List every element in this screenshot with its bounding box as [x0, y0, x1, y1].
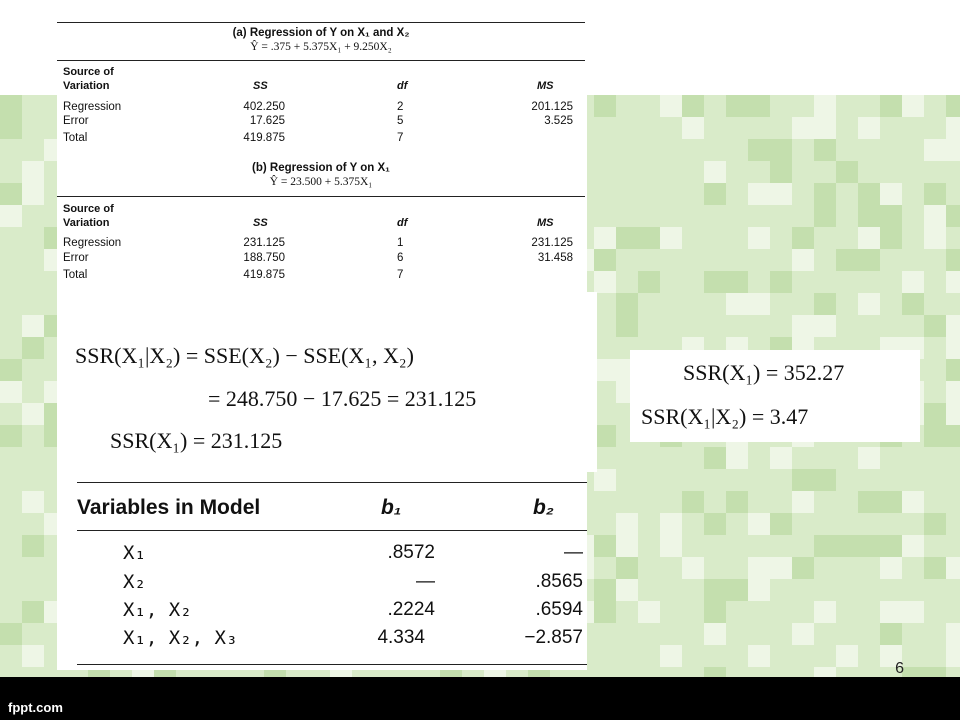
background-tile	[946, 645, 960, 667]
background-tile	[836, 139, 858, 161]
coef-row-b2: .6594	[535, 599, 583, 620]
background-tile	[902, 645, 924, 667]
background-tile	[770, 139, 792, 161]
background-tile	[0, 293, 22, 315]
background-tile	[660, 227, 682, 249]
panel-a-row-source: Total	[63, 132, 88, 144]
coef-row-b1: .8572	[387, 542, 435, 563]
background-tile	[726, 271, 748, 293]
background-tile	[748, 139, 770, 161]
background-tile	[0, 95, 22, 117]
background-tile	[814, 271, 836, 293]
coef-header-b1: b₁	[381, 496, 402, 519]
background-tile	[726, 645, 748, 667]
panel-b-row-df: 7	[397, 269, 404, 281]
coef-row-b1: .2224	[387, 599, 435, 620]
background-tile	[770, 183, 792, 205]
background-tile	[594, 425, 616, 447]
background-tile	[946, 425, 960, 447]
panel-b-row-ss: 231.125	[243, 237, 285, 249]
background-tile	[748, 469, 770, 491]
background-tile	[946, 315, 960, 337]
background-tile	[836, 557, 858, 579]
panel-a-row-ss: 402.250	[243, 101, 285, 113]
background-tile	[946, 403, 960, 425]
coef-row-b2: .8565	[535, 571, 583, 592]
panel-b-header-variation: Variation	[63, 217, 110, 229]
background-tile	[748, 95, 770, 117]
background-tile	[880, 183, 902, 205]
panel-b-row-df: 6	[397, 252, 404, 264]
background-tile	[704, 161, 726, 183]
background-tile	[638, 469, 660, 491]
equation-ssr-x1-right: SSR(X₁) = 352.27	[683, 360, 845, 385]
background-tile	[814, 139, 836, 161]
panel-b-row-ss: 188.750	[243, 252, 285, 264]
background-tile	[902, 139, 924, 161]
background-tile	[704, 557, 726, 579]
background-tile	[836, 315, 858, 337]
footer-logo: fppt.com	[8, 700, 63, 715]
background-tile	[0, 183, 22, 205]
background-tile	[836, 535, 858, 557]
background-tile	[946, 337, 960, 359]
background-tile	[836, 161, 858, 183]
background-tile	[594, 95, 616, 117]
background-tile	[946, 667, 960, 677]
background-tile	[946, 249, 960, 271]
panel-a-row-ss: 17.625	[249, 115, 285, 127]
coef-header-model: Variables in Model	[77, 496, 261, 519]
background-tile	[660, 513, 682, 535]
background-tile	[946, 139, 960, 161]
background-tile	[814, 161, 836, 183]
background-tile	[770, 161, 792, 183]
background-tile	[858, 535, 880, 557]
rule-b-head	[57, 196, 585, 197]
background-tile	[814, 293, 836, 315]
background-tile	[682, 139, 704, 161]
background-tile	[924, 425, 946, 447]
background-tile	[704, 601, 726, 623]
background-tile	[0, 205, 22, 227]
panel-a-row-df: 2	[397, 101, 404, 113]
background-tile	[946, 623, 960, 645]
background-tile	[682, 117, 704, 139]
panel-a-header-source: Source of	[63, 66, 114, 78]
coef-row-model: X₁, X₂	[123, 599, 192, 621]
background-tile	[880, 557, 902, 579]
background-tile	[22, 447, 44, 469]
background-tile	[924, 227, 946, 249]
background-tile	[924, 205, 946, 227]
anova-tables	[57, 20, 587, 292]
equation-ssr-x1: SSR(X₁) = 231.125	[110, 428, 283, 453]
coef-row-model: X₁	[123, 542, 146, 564]
background-tile	[858, 491, 880, 513]
background-tile	[924, 667, 946, 677]
background-tile	[836, 601, 858, 623]
footer-bar	[0, 677, 960, 720]
background-tile	[924, 183, 946, 205]
background-tile	[946, 557, 960, 579]
background-tile	[616, 579, 638, 601]
background-tile	[748, 183, 770, 205]
background-tile	[594, 271, 616, 293]
background-tile	[770, 579, 792, 601]
background-tile	[726, 293, 748, 315]
background-tile	[814, 183, 836, 205]
background-tile	[0, 227, 22, 249]
background-tile	[880, 205, 902, 227]
background-tile	[880, 623, 902, 645]
background-tile	[638, 271, 660, 293]
background-tile	[660, 315, 682, 337]
background-tile	[682, 557, 704, 579]
background-tile	[22, 183, 44, 205]
background-tile	[814, 601, 836, 623]
background-tile	[792, 557, 814, 579]
panel-b-caption: (b) Regression of Y on X₁	[252, 162, 390, 174]
background-tile	[946, 117, 960, 139]
background-tile	[704, 667, 726, 677]
panel-a-header-variation: Variation	[63, 80, 110, 92]
background-tile	[814, 535, 836, 557]
background-tile	[770, 667, 792, 677]
background-tile	[726, 579, 748, 601]
panel-b-row-ms: 31.458	[537, 252, 573, 264]
coef-row-model: X₂	[123, 571, 146, 593]
background-tile	[594, 227, 616, 249]
background-tile	[836, 645, 858, 667]
background-tile	[616, 293, 638, 315]
background-tile	[814, 667, 836, 677]
background-tile	[880, 535, 902, 557]
background-tile	[902, 535, 924, 557]
background-tile	[594, 469, 616, 491]
background-tile	[924, 535, 946, 557]
background-tile	[682, 491, 704, 513]
background-tile	[726, 601, 748, 623]
background-tile	[924, 293, 946, 315]
panel-a-row-ms: 201.125	[531, 101, 573, 113]
background-tile	[594, 535, 616, 557]
background-tile	[616, 315, 638, 337]
coef-header-b2: b₂	[533, 496, 554, 519]
background-tile	[22, 161, 44, 183]
background-tile	[792, 469, 814, 491]
background-tile	[836, 249, 858, 271]
panel-a-row-ms: 3.525	[544, 115, 573, 127]
background-tile	[792, 227, 814, 249]
rule-a-head	[57, 60, 585, 61]
background-tile	[0, 359, 22, 381]
panel-b-header-ms: MS	[537, 217, 554, 229]
background-tile	[638, 513, 660, 535]
background-tile	[902, 271, 924, 293]
background-tile	[704, 183, 726, 205]
background-tile	[660, 645, 682, 667]
equation-ssr-conditional: SSR(X₁|X₂) = SSE(X₂) − SSE(X₁, X₂)	[75, 343, 414, 368]
background-tile	[704, 315, 726, 337]
background-tile	[22, 513, 44, 535]
panel-b-row-ss: 419.875	[243, 269, 285, 281]
background-tile	[638, 315, 660, 337]
background-tile	[0, 623, 22, 645]
background-tile	[748, 579, 770, 601]
panel-a-header-ss: SS	[253, 80, 268, 92]
panel-a-row-df: 5	[397, 115, 404, 127]
background-tile	[946, 293, 960, 315]
background-tile	[814, 95, 836, 117]
background-tile	[616, 117, 638, 139]
background-tile	[792, 117, 814, 139]
panel-b-row-df: 1	[397, 237, 404, 249]
background-tile	[792, 491, 814, 513]
background-tile	[924, 403, 946, 425]
background-tile	[748, 271, 770, 293]
background-tile	[748, 513, 770, 535]
background-tile	[0, 117, 22, 139]
background-tile	[748, 293, 770, 315]
background-tile	[594, 359, 616, 381]
background-tile	[902, 249, 924, 271]
panel-a-row-source: Error	[63, 115, 89, 127]
background-tile	[0, 447, 22, 469]
coef-row-b1: —	[416, 571, 435, 592]
coef-row-b2: —	[564, 542, 583, 563]
background-tile	[814, 205, 836, 227]
background-tile	[792, 623, 814, 645]
background-tile	[22, 403, 44, 425]
background-tile	[660, 139, 682, 161]
background-tile	[748, 645, 770, 667]
background-tile	[748, 557, 770, 579]
background-tile	[770, 447, 792, 469]
background-tile	[924, 315, 946, 337]
panel-a-row-df: 7	[397, 132, 404, 144]
background-tile	[660, 491, 682, 513]
background-tile	[902, 293, 924, 315]
coef-rule-head	[77, 530, 587, 531]
background-tile	[770, 249, 792, 271]
background-tile	[726, 535, 748, 557]
background-tile	[682, 271, 704, 293]
panel-b-header-source: Source of	[63, 203, 114, 215]
background-tile	[704, 579, 726, 601]
background-tile	[858, 205, 880, 227]
background-tile	[0, 403, 22, 425]
background-tile	[22, 601, 44, 623]
background-tile	[660, 535, 682, 557]
background-tile	[22, 491, 44, 513]
background-tile	[616, 667, 638, 677]
background-tile	[22, 359, 44, 381]
background-tile	[902, 513, 924, 535]
background-tile	[946, 359, 960, 381]
background-tile	[726, 469, 748, 491]
background-tile	[770, 601, 792, 623]
background-tile	[594, 601, 616, 623]
background-tile	[616, 535, 638, 557]
background-tile	[858, 161, 880, 183]
background-tile	[660, 293, 682, 315]
background-tile	[902, 95, 924, 117]
background-tile	[814, 117, 836, 139]
background-tile	[770, 271, 792, 293]
background-tile	[660, 161, 682, 183]
background-tile	[792, 249, 814, 271]
background-tile	[638, 117, 660, 139]
background-tile	[726, 447, 748, 469]
background-tile	[638, 579, 660, 601]
panel-b-header-ss: SS	[253, 217, 268, 229]
equation-ssr-conditional-right: SSR(X₁|X₂) = 3.47	[641, 404, 809, 429]
coef-row-model: X₁, X₂, X₃	[123, 627, 238, 649]
background-tile	[22, 425, 44, 447]
background-tile	[682, 95, 704, 117]
background-tile	[638, 623, 660, 645]
background-tile	[594, 579, 616, 601]
coef-rule-bottom	[77, 664, 587, 665]
background-tile	[770, 117, 792, 139]
background-tile	[836, 205, 858, 227]
background-tile	[814, 469, 836, 491]
background-tile	[594, 645, 616, 667]
background-tile	[814, 315, 836, 337]
background-tile	[924, 557, 946, 579]
background-tile	[704, 271, 726, 293]
background-tile	[638, 227, 660, 249]
background-tile	[616, 557, 638, 579]
background-tile	[858, 249, 880, 271]
background-tile	[0, 381, 22, 403]
background-tile	[22, 249, 44, 271]
background-tile	[22, 337, 44, 359]
background-tile	[726, 491, 748, 513]
background-tile	[880, 227, 902, 249]
panel-b-header-df: df	[397, 217, 408, 229]
background-tile	[638, 601, 660, 623]
background-tile	[704, 623, 726, 645]
background-tile	[704, 513, 726, 535]
background-tile	[902, 601, 924, 623]
background-tile	[770, 513, 792, 535]
coef-rule-top	[77, 482, 587, 483]
background-tile	[946, 205, 960, 227]
background-tile	[638, 139, 660, 161]
background-tile	[0, 491, 22, 513]
background-tile	[924, 249, 946, 271]
background-tile	[22, 623, 44, 645]
background-tile	[748, 227, 770, 249]
background-tile	[858, 447, 880, 469]
coef-row-b2: −2.857	[524, 627, 583, 648]
background-tile	[616, 513, 638, 535]
background-tile	[682, 183, 704, 205]
rule-top	[57, 22, 585, 23]
panel-a-header-df: df	[397, 80, 408, 92]
background-tile	[22, 535, 44, 557]
panel-a-equation: Ŷ = .375 + 5.375X₁ + 9.250X₂	[250, 41, 392, 53]
background-tile	[858, 183, 880, 205]
panel-a-row-source: Regression	[63, 101, 122, 113]
equation-ssr-arithmetic: = 248.750 − 17.625 = 231.125	[208, 386, 477, 411]
background-tile	[770, 557, 792, 579]
background-tile	[660, 557, 682, 579]
panel-b-row-source: Total	[63, 269, 88, 281]
background-tile	[682, 249, 704, 271]
background-tile	[858, 293, 880, 315]
background-tile	[22, 645, 44, 667]
background-tile	[792, 271, 814, 293]
background-tile	[682, 623, 704, 645]
background-tile	[792, 579, 814, 601]
background-tile	[880, 271, 902, 293]
background-tile	[22, 315, 44, 337]
background-tile	[814, 447, 836, 469]
background-tile	[902, 667, 924, 677]
background-tile	[924, 139, 946, 161]
background-tile	[0, 425, 22, 447]
background-tile	[946, 271, 960, 293]
panel-a-caption: (a) Regression of Y on X₁ and X₂	[232, 27, 410, 39]
panel-b-row-source: Regression	[63, 237, 122, 249]
background-tile	[814, 623, 836, 645]
background-tile	[858, 227, 880, 249]
background-tile	[880, 95, 902, 117]
page-number: 6	[895, 660, 904, 677]
background-tile	[880, 601, 902, 623]
background-tile	[704, 447, 726, 469]
background-tile	[726, 95, 748, 117]
panel-a-header-ms: MS	[537, 80, 554, 92]
background-tile	[858, 117, 880, 139]
background-tile	[22, 271, 44, 293]
background-tile	[902, 491, 924, 513]
coef-row-b1: 4.334	[377, 627, 425, 648]
panel-b-row-ms: 231.125	[531, 237, 573, 249]
background-tile	[946, 381, 960, 403]
background-tile	[924, 513, 946, 535]
coefficient-table	[57, 470, 587, 670]
panel-b-equation: Ŷ = 23.500 + 5.375X₁	[269, 176, 373, 188]
background-tile	[946, 601, 960, 623]
background-tile	[660, 95, 682, 117]
background-tile	[946, 95, 960, 117]
background-tile	[594, 249, 616, 271]
background-tile	[616, 227, 638, 249]
background-tile	[792, 139, 814, 161]
background-tile	[792, 315, 814, 337]
panel-a-row-ss: 419.875	[243, 132, 285, 144]
background-tile	[616, 139, 638, 161]
panel-b-row-source: Error	[63, 252, 89, 264]
background-tile	[880, 491, 902, 513]
